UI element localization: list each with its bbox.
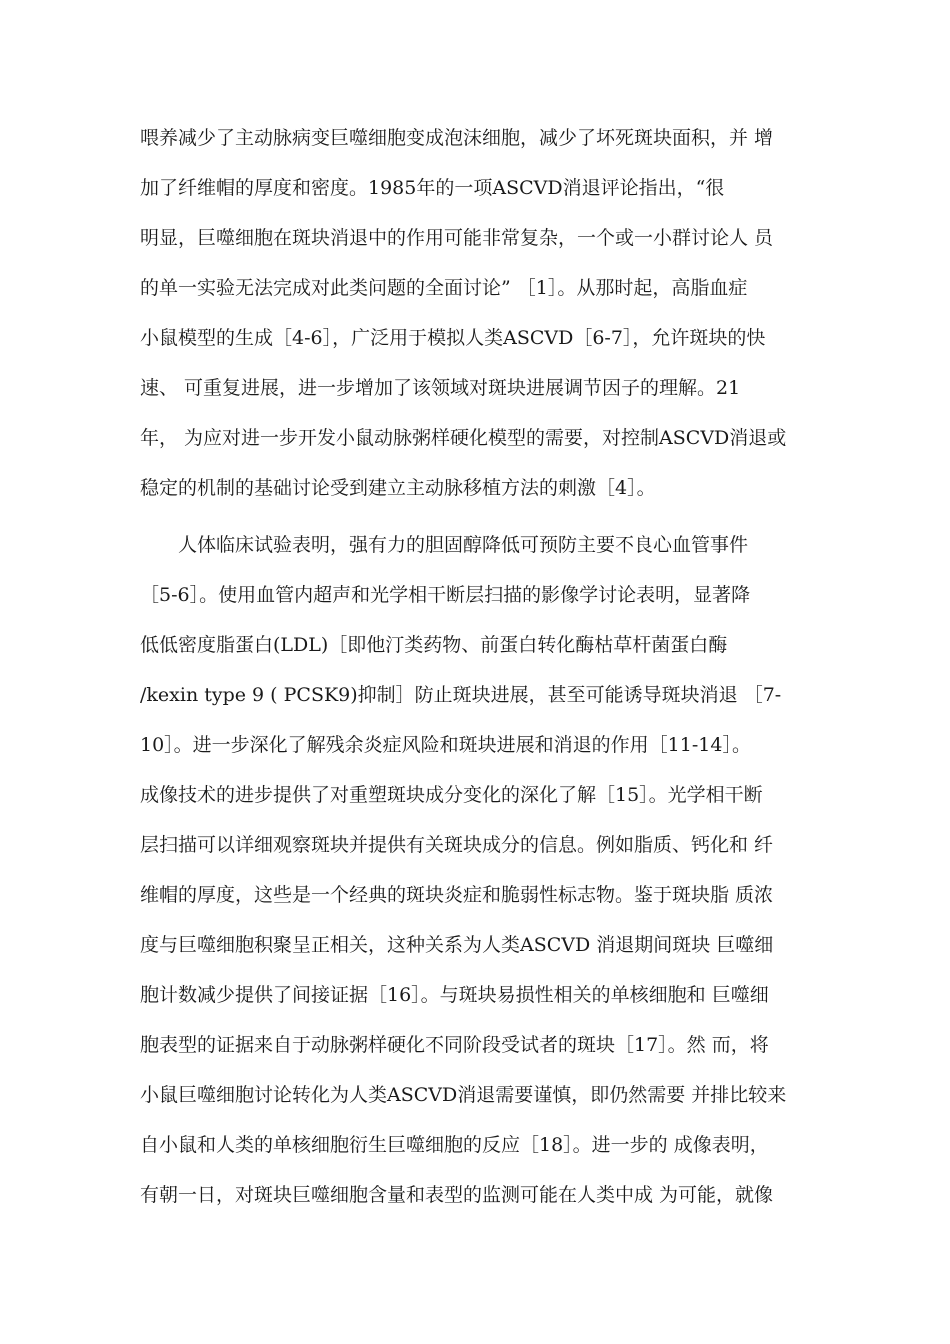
text-line-4: 的单一实验无法完成对此类问题的全面讨论” ［1］。从那时起，高脂血症 <box>140 277 748 299</box>
text-line-19: 胞表型的证据来自于动脉粥样硬化不同阶段受试者的斑块［17］。然 而，将 <box>140 1034 769 1056</box>
text-line-16: 维帽的厚度，这些是一个经典的斑块炎症和脆弱性标志物。鉴于斑块脂 质浓 <box>140 884 774 906</box>
text-line-20: 小鼠巨噬细胞讨论转化为人类ASCVD消退需要谨慎，即仍然需要 并排比较来 <box>140 1084 787 1106</box>
text-line-2: 加了纤维帽的厚度和密度。1985年的一项ASCVD消退评论指出，“很 <box>140 177 725 199</box>
text-line-1: 喂养减少了主动脉病变巨噬细胞变成泡沫细胞，减少了坏死斑块面积，并 增 <box>140 127 774 149</box>
text-line-18: 胞计数减少提供了间接证据［16］。与斑块易损性相关的单核细胞和 巨噬细 <box>140 984 769 1006</box>
text-line-6: 速、 可重复进展，进一步增加了该领域对斑块进展调节因子的理解。21 <box>140 377 741 399</box>
text-line-14: 成像技术的进步提供了对重塑斑块成分变化的深化了解［15］。光学相干断 <box>140 784 763 806</box>
text-line-5: 小鼠模型的生成［4-6］，广泛用于模拟人类ASCVD［6-7］，允许斑块的快 <box>140 327 766 349</box>
text-line-17: 度与巨噬细胞积聚呈正相关，这种关系为人类ASCVD 消退期间斑块 巨噬细 <box>140 934 774 956</box>
text-line-15: 层扫描可以详细观察斑块并提供有关斑块成分的信息。例如脂质、钙化和 纤 <box>140 834 774 856</box>
text-line-7: 年， 为应对进一步开发小鼠动脉粥样硬化模型的需要，对控制ASCVD消退或 <box>140 427 787 449</box>
text-line-9: 人体临床试验表明，强有力的胆固醇降低可预防主要不良心血管事件 <box>140 534 749 556</box>
text-line-8: 稳定的机制的基础讨论受到建立主动脉移植方法的刺激［4］。 <box>140 477 656 499</box>
text-line-11: 低低密度脂蛋白(LDL)［即他汀类药物、前蛋白转化酶枯草杆菌蛋白酶 <box>140 634 728 656</box>
text-line-22: 有朝一日，对斑块巨噬细胞含量和表型的监测可能在人类中成 为可能，就像 <box>140 1184 774 1206</box>
text-line-13: 10］。进一步深化了解残余炎症风险和斑块进展和消退的作用［11-14］。 <box>140 734 751 756</box>
text-line-3: 明显，巨噬细胞在斑块消退中的作用可能非常复杂，一个或一小群讨论人 员 <box>140 227 774 249</box>
text-line-21: 自小鼠和人类的单核细胞衍生巨噬细胞的反应［18］。进一步的 成像表明， <box>140 1134 769 1156</box>
text-line-10: ［5-6］。使用血管内超声和光学相干断层扫描的影像学讨论表明，显著降 <box>140 584 751 606</box>
text-line-12: /kexin type 9 ( PCSK9)抑制］防止斑块进展，甚至可能诱导斑块消退 ［7- <box>140 684 782 706</box>
